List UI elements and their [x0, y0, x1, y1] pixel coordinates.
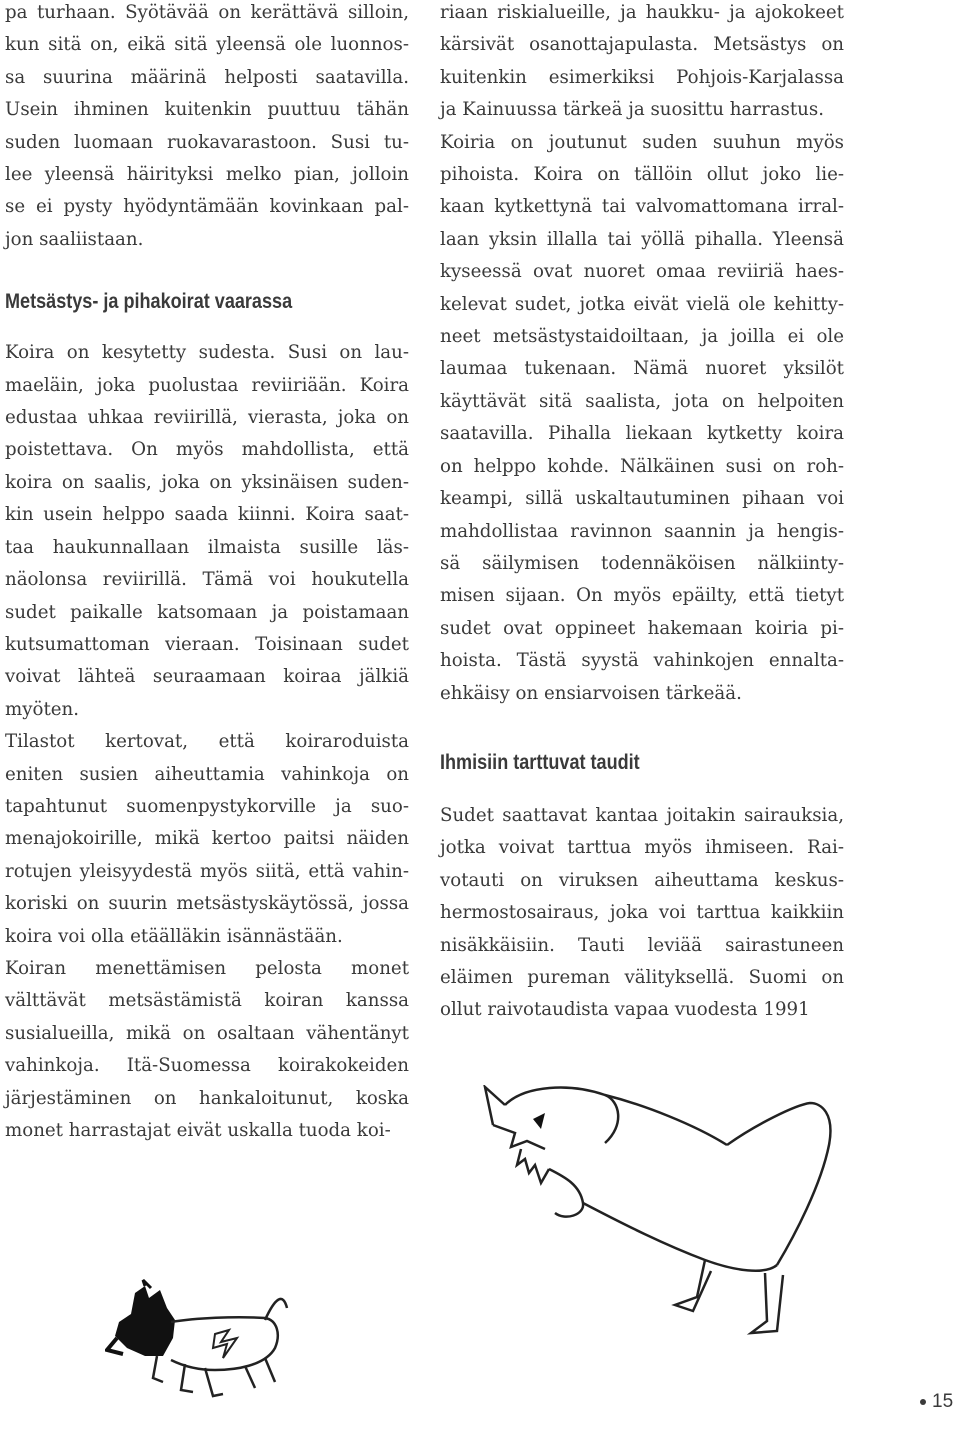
dog-drawing-illustration — [105, 1278, 290, 1423]
text-line: sä säilymisen todennäköisen nälkiinty- — [440, 552, 844, 574]
text-line: laan yksin illalla tai yöllä pihalla. Yleensä — [440, 228, 844, 250]
text-line: pa turhaan. Syötävää on kerättävä silloin, — [5, 2, 409, 23]
text-line: keampi, sillä uskaltautuminen pihaan voi — [440, 488, 844, 510]
text-line: voivat lähteä seuraamaan koiraa jälkiä — [5, 666, 409, 688]
text-line: Sudet saattavat kantaa joitakin sairauksia, — [440, 804, 844, 826]
text-line: monet harrastajat eivät uskalla tuoda koi- — [5, 1120, 391, 1141]
text-line: kin usein helppo saada kiinni. Koira saat- — [5, 504, 409, 526]
text-line: edustaa uhkaa reviirillä, vierasta, joka on — [5, 407, 409, 429]
text-line: taa haukunnallaan ilmaista susille läs- — [5, 536, 409, 558]
text-line: susialueilla, mikä on osaltaan vähentänyt — [5, 1022, 409, 1044]
text-line: hoista. Tästä syystä vahinkojen ennalta- — [440, 650, 844, 672]
page-number — [920, 1391, 953, 1413]
text-line: misen sijaan. On myös epäilty, että tietyt — [440, 585, 844, 607]
text-line: kun sitä on, eikä sitä yleensä ole luonnos- — [5, 34, 409, 56]
text-line: se ei pysty hyödyntämään kovinkaan pal- — [5, 196, 409, 218]
text-line: käyttävät sitä saalista, jota on helpoiten — [440, 390, 844, 412]
text-line: neet metsästystaidoiltaan, ja joilla ei ole — [440, 326, 844, 348]
text-line: koira voi olla etäälläkin isännästään. — [5, 925, 343, 947]
text-line: eniten susien aiheuttamia vahinkoja on — [5, 763, 409, 785]
text-line: pihoista. Koira on tällöin ollut joko lie- — [440, 164, 844, 186]
text-line: poistettava. On myös mahdollista, että — [5, 439, 409, 461]
text-line: lee yleensä häirityksi melko pian, jolloin — [5, 164, 409, 186]
text-line: näolonsa reviirillä. Tämä voi houkutella — [5, 569, 409, 591]
text-line: ollut raivotaudista vapaa vuodesta 1991 — [440, 999, 810, 1021]
text-line: Tilastot kertovat, että koiraroduista — [5, 731, 409, 753]
text-line: kaan kytkettynä tai valvomattomana irral- — [440, 196, 844, 218]
page-number-text: 15 — [932, 1391, 954, 1412]
text-line: eläimen pureman välityksellä. Suomi on — [440, 966, 844, 988]
text-line: ja Kainuussa tärkeä ja suosittu harrastus. — [440, 99, 824, 121]
section-heading-hunting-dogs: Metsästys- ja pihakoirat vaarassa — [5, 290, 293, 314]
text-line: on helppo kohde. Nälkäinen susi on roh- — [440, 455, 844, 477]
text-line: kuitenkin esimerkiksi Pohjois-Karjalassa — [440, 66, 844, 88]
text-line: kyseessä ovat nuoret omaa reviiriä haes- — [440, 261, 844, 283]
text-line: Koiran menettämisen pelosta monet — [5, 957, 409, 979]
paragraph-yard-dogs — [440, 127, 844, 710]
text-line: koira on saalis, joka on yksinäisen suden- — [5, 471, 409, 493]
text-line: sa suurina määrinä helposti saatavilla. — [5, 66, 409, 88]
text-line: välttävät metsästämistä koiran kanssa — [5, 990, 409, 1012]
section-heading-diseases: Ihmisiin tarttuvat taudit — [440, 750, 640, 774]
paragraph-rabies — [440, 800, 844, 1027]
text-line: vahinkoja. Itä-Suomessa koirakokeiden — [5, 1055, 409, 1077]
text-line: sudet paikalle katsomaan ja poistamaan — [5, 601, 409, 623]
text-line: saatavilla. Pihalla liekaan kytketty koira — [440, 423, 844, 445]
intro-paragraph — [5, 0, 409, 256]
bullet-icon — [920, 1399, 926, 1405]
paragraph-statistics — [5, 726, 409, 953]
text-line: Koiria on joutunut suden suuhun myös — [440, 131, 844, 153]
text-line: tapahtunut suomenpystykorville ja suo- — [5, 795, 409, 817]
text-line: järjestäminen on hankaloitunut, koska — [5, 1087, 409, 1109]
paragraph-fear-of-losing — [5, 953, 409, 1147]
text-line: menajokoirille, mikä kertoo paitsi näiden — [5, 828, 409, 850]
text-line: kutsumattoman vieraan. Toisinaan sudet — [5, 633, 409, 655]
text-line: kelevat sudet, jotka eivät vielä ole kehitty- — [440, 293, 844, 315]
text-line: nisäkkäisiin. Tauti leviää sairastuneen — [440, 934, 844, 956]
text-line: jon saaliistaan. — [5, 228, 144, 250]
text-line: suden luomaan ruokavarastoon. Susi tu- — [5, 131, 409, 153]
left-column — [5, 0, 409, 1147]
text-line: jotka voivat tarttua myös ihmiseen. Rai- — [440, 837, 844, 859]
right-column — [440, 0, 844, 1027]
text-line: laumaa tukenaan. Nämä nuoret yksilöt — [440, 358, 844, 380]
text-line: koriski on suurin metsästyskäytössä, jossa — [5, 893, 409, 915]
paragraph-risk-areas — [440, 0, 844, 127]
text-line: myöten. — [5, 698, 80, 720]
text-line: Koira on kesytetty sudesta. Susi on lau- — [5, 342, 409, 364]
text-line: riaan riskialueille, ja haukku- ja ajokokeet — [440, 2, 844, 23]
text-line: kärsivät osanottajapulasta. Metsästys on — [440, 34, 844, 56]
text-line: mahdollistaa ravinnon saannin ja hengis- — [440, 520, 844, 542]
text-line: ehkäisy on ensiarvoisen tärkeää. — [440, 682, 742, 704]
text-line: rotujen yleisyydestä myös siitä, että vahin- — [5, 860, 409, 882]
text-line: Usein ihminen kuitenkin puuttuu tähän — [5, 99, 409, 121]
text-line: votauti on viruksen aiheuttama keskus- — [440, 869, 844, 891]
wolf-drawing-illustration — [465, 1085, 885, 1340]
text-line: hermostosairaus, joka voi tarttua kaikkiin — [440, 902, 844, 924]
text-line: maeläin, joka puolustaa reviiriään. Koira — [5, 374, 409, 396]
paragraph-dog-domesticated — [5, 337, 409, 726]
text-line: sudet ovat oppineet hakemaan koiria pi- — [440, 617, 844, 639]
